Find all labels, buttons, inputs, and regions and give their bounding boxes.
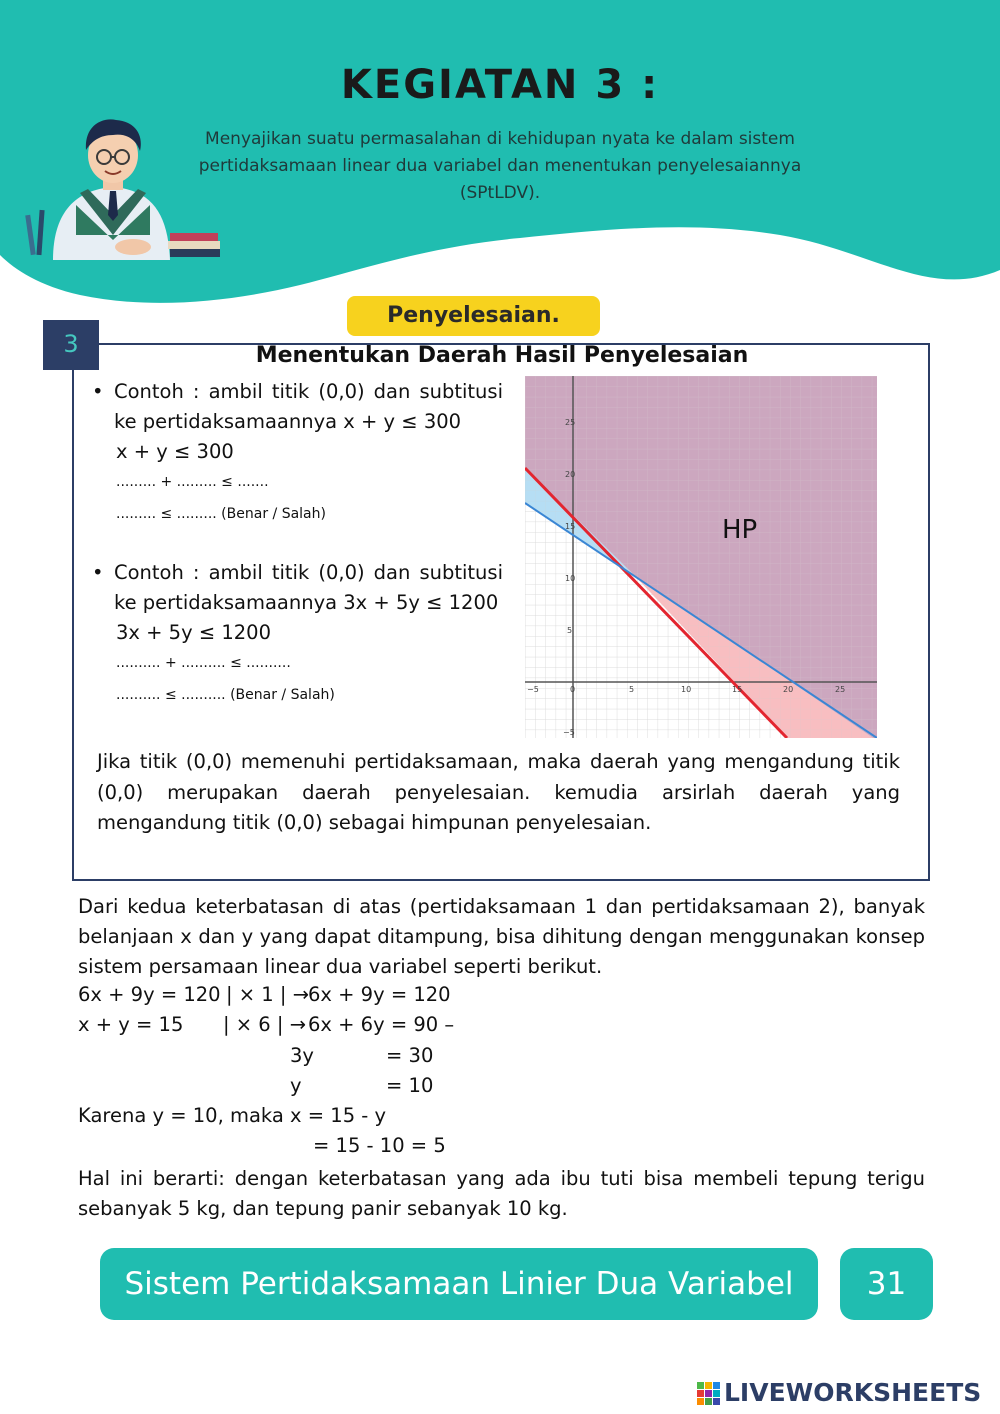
eq2-right: 6x + 6y = 90 – [308, 1013, 455, 1036]
karena-line: Karena y = 10, maka x = 15 - y [78, 1104, 387, 1127]
box-paragraph: Jika titik (0,0) memenuhi pertidaksamaan, maka daerah yang mengandung titik (0,0) merupakan daerah penyelesaian. kemudia arsirlah daerah yang mengandung titik (0,0) sebagai himpunan penyelesaian. [97, 750, 900, 834]
y-tick-10: 10 [565, 574, 576, 583]
example-2-line-2[interactable]: .......... + .......... ≤ .......... [116, 655, 291, 671]
x-tick-20: 20 [783, 685, 794, 694]
hp-label: HP [722, 515, 758, 545]
example-2-line-3[interactable] [88, 678, 503, 710]
example-block-2 [88, 558, 503, 710]
y-tick-5: 5 [567, 626, 573, 635]
eq3-left: 3y [290, 1044, 314, 1067]
teacher-illustration [18, 115, 228, 265]
conclusion-paragraph: Hal ini berarti: dengan keterbatasan yang ada ibu tuti bisa membeli tepung terigu sebanyak 5 kg, dan tepung panir sebanyak 10 kg. [78, 1167, 925, 1221]
eq4-left: y [290, 1074, 302, 1097]
example-2-line-1: 3x + 5y ≤ 1200 [116, 621, 271, 644]
eq1-right: 6x + 9y = 120 [308, 983, 451, 1006]
eq2-left: x + y = 15 [78, 1013, 184, 1036]
example-2-text: • Contoh : ambil titik (0,0) dan subtitusi ke pertidaksamaannya 3x + 5y ≤ 1200 [88, 558, 503, 618]
example-block-1 [88, 377, 503, 529]
y-tick-neg5: −5 [563, 728, 575, 737]
page-number: 31 [840, 1248, 933, 1320]
penyelesaian-label: Penyelesaian. [347, 296, 600, 336]
main-intro-paragraph: Dari kedua keterbatasan di atas (pertidaksamaan 1 dan pertidaksamaan 2), banyak belanjaan x dan y yang dapat ditampung, bisa dihitung dengan menggunakan konsep sistem persamaan linear dua variabel seperti berikut. [78, 895, 925, 979]
eq3-right: = 30 [386, 1044, 434, 1067]
karena-result: = 15 - 10 = 5 [313, 1134, 446, 1157]
example-1-line-3-text[interactable]: ......... ≤ ......... (Benar / Salah) [116, 506, 326, 522]
x-tick-neg5: −5 [527, 685, 539, 694]
liveworksheets-logo-icon [697, 1382, 723, 1406]
activity-subtitle: Menyajikan suatu permasalahan di kehidupan nyata ke dalam sistem pertidaksamaan linear dua variabel dan menentukan penyelesaiannya (SPtLDV). [198, 129, 802, 203]
x-tick-25: 25 [835, 685, 846, 694]
section-number-badge: 3 [43, 320, 99, 370]
x-tick-15: 15 [732, 685, 743, 694]
y-tick-20: 20 [565, 470, 576, 479]
box-heading: Menentukan Daerah Hasil Penyelesaian [255, 343, 749, 368]
example-1-line-3[interactable] [88, 497, 503, 529]
eq1-multiplier: | × 1 | → [226, 983, 310, 1006]
y-tick-15: 15 [565, 522, 576, 531]
liveworksheets-watermark: LIVEWORKSHEETS [724, 1378, 982, 1407]
footer-title: Sistem Pertidaksamaan Linier Dua Variabel [100, 1248, 818, 1320]
example-2-line-3-text[interactable]: .......... ≤ .......... (Benar / Salah) [116, 687, 335, 703]
eq4-right: = 10 [386, 1074, 434, 1097]
x-tick-0: 0 [570, 685, 576, 694]
x-tick-10: 10 [681, 685, 692, 694]
solution-region-graph [525, 376, 877, 738]
activity-title: KEGIATAN 3 : [340, 62, 660, 108]
y-tick-25: 25 [565, 418, 576, 427]
x-tick-5: 5 [629, 685, 635, 694]
example-1-text: • Contoh : ambil titik (0,0) dan subtitusi ke pertidaksamaannya x + y ≤ 300 [88, 377, 503, 437]
eq1-left: 6x + 9y = 120 [78, 983, 221, 1006]
example-1-line-2[interactable]: ......... + ......... ≤ ....... [116, 474, 269, 490]
eq2-multiplier: | × 6 | → [223, 1013, 307, 1036]
example-1-line-1: x + y ≤ 300 [116, 440, 234, 463]
